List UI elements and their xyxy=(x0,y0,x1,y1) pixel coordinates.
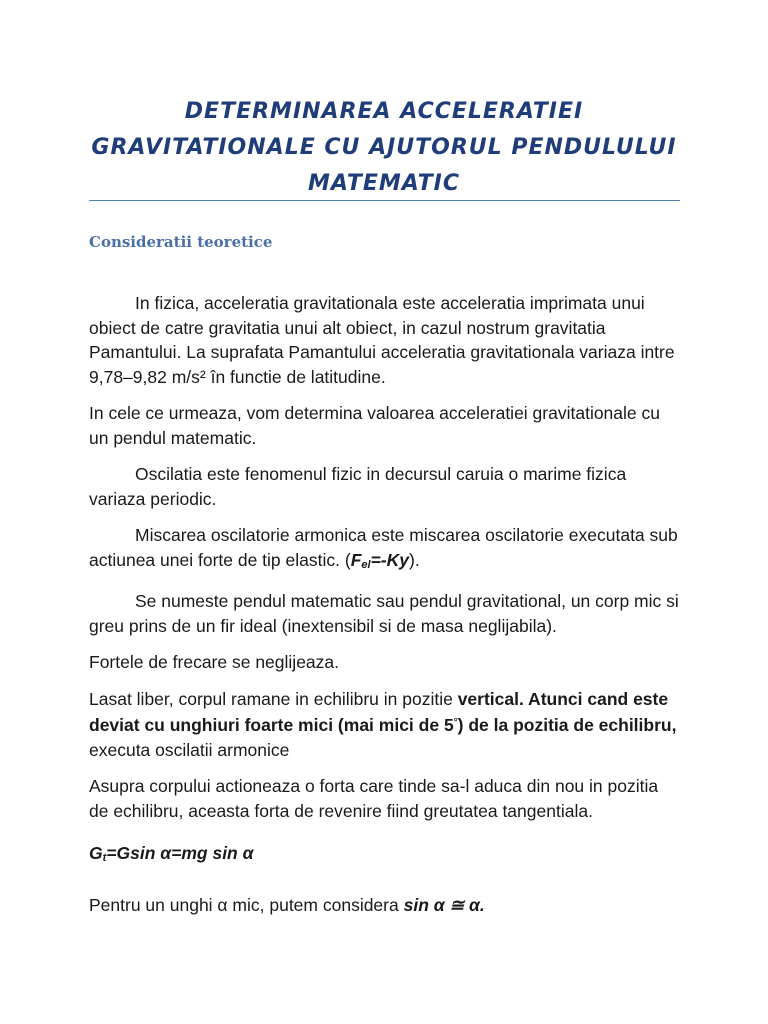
degree-sign: ° xyxy=(453,717,458,728)
title-divider xyxy=(89,200,680,201)
paragraph: In fizica, acceleratia gravitationala este acceleratia imprimata unui obiect de catre gravitatia unui alt obiect, in cazul nostrum gravitatia Pamantului. La suprafata Pamantului acceleratia gravitationala variaza intre 9,78–9,82 m/s² în functie de latitudine. xyxy=(89,293,675,387)
paragraph xyxy=(89,893,679,918)
equation-text: =Gsin α=mg sin α xyxy=(106,843,254,863)
paragraph: Se numeste pendul matematic sau pendul gravitational, un corp mic si greu prins de un fir ideal (inextensibil si de masa neglijabila). xyxy=(89,591,679,636)
document-title xyxy=(80,94,688,202)
paragraph-text: Pentru un unghi α mic, putem considera xyxy=(89,894,399,915)
equation-subscript: t xyxy=(102,852,107,864)
equation-symbol: G xyxy=(89,843,103,863)
paragraph: Fortele de frecare se neglijeaza. xyxy=(89,652,339,672)
document-body xyxy=(89,291,679,929)
paragraph-bold-text: ) de la pozitia de echilibru, xyxy=(457,715,677,735)
paragraph xyxy=(89,687,679,763)
formula-symbol: F xyxy=(350,549,362,570)
paragraph xyxy=(89,523,679,577)
title-line: DETERMINAREA ACCELERATIEI xyxy=(184,99,584,124)
paragraph: In cele ce urmeaza, vom determina valoarea acceleratiei gravitationale cu un pendul matematic. xyxy=(89,403,660,448)
paragraph-text: ). xyxy=(409,549,420,570)
section-heading: Consideratii teoretice xyxy=(89,233,273,251)
paragraph-text: Lasat liber, corpul ramane in echilibru in pozitie xyxy=(89,688,453,709)
paragraph: Asupra corpului actioneaza o forta care tinde sa-l aduca din nou in pozitia de echilibru, aceasta forta de revenire fiind greutatea tangentiala. xyxy=(89,776,659,821)
paragraph: Oscilatia este fenomenul fizic in decursul caruia o marime fizica variaza periodic. xyxy=(89,464,627,509)
title-line: MATEMATIC xyxy=(308,171,460,196)
paragraph-text: Miscarea oscilatorie armonica este miscarea oscilatorie executata sub actiunea unei forte de tip elastic. ( xyxy=(89,525,678,570)
formula-text: sin α ≅ α. xyxy=(403,894,485,915)
paragraph-bold-text: vertical. Atunci cand este deviat cu unghiuri foarte mici (mai mici de 5 xyxy=(89,688,669,735)
paragraph-text: executa oscilatii armonice xyxy=(89,739,290,760)
equation xyxy=(89,841,679,871)
formula-text: =-Ky xyxy=(370,549,409,570)
title-line: GRAVITATIONALE CU AJUTORUL PENDULULUI xyxy=(91,135,677,160)
formula-subscript: el xyxy=(361,558,371,571)
